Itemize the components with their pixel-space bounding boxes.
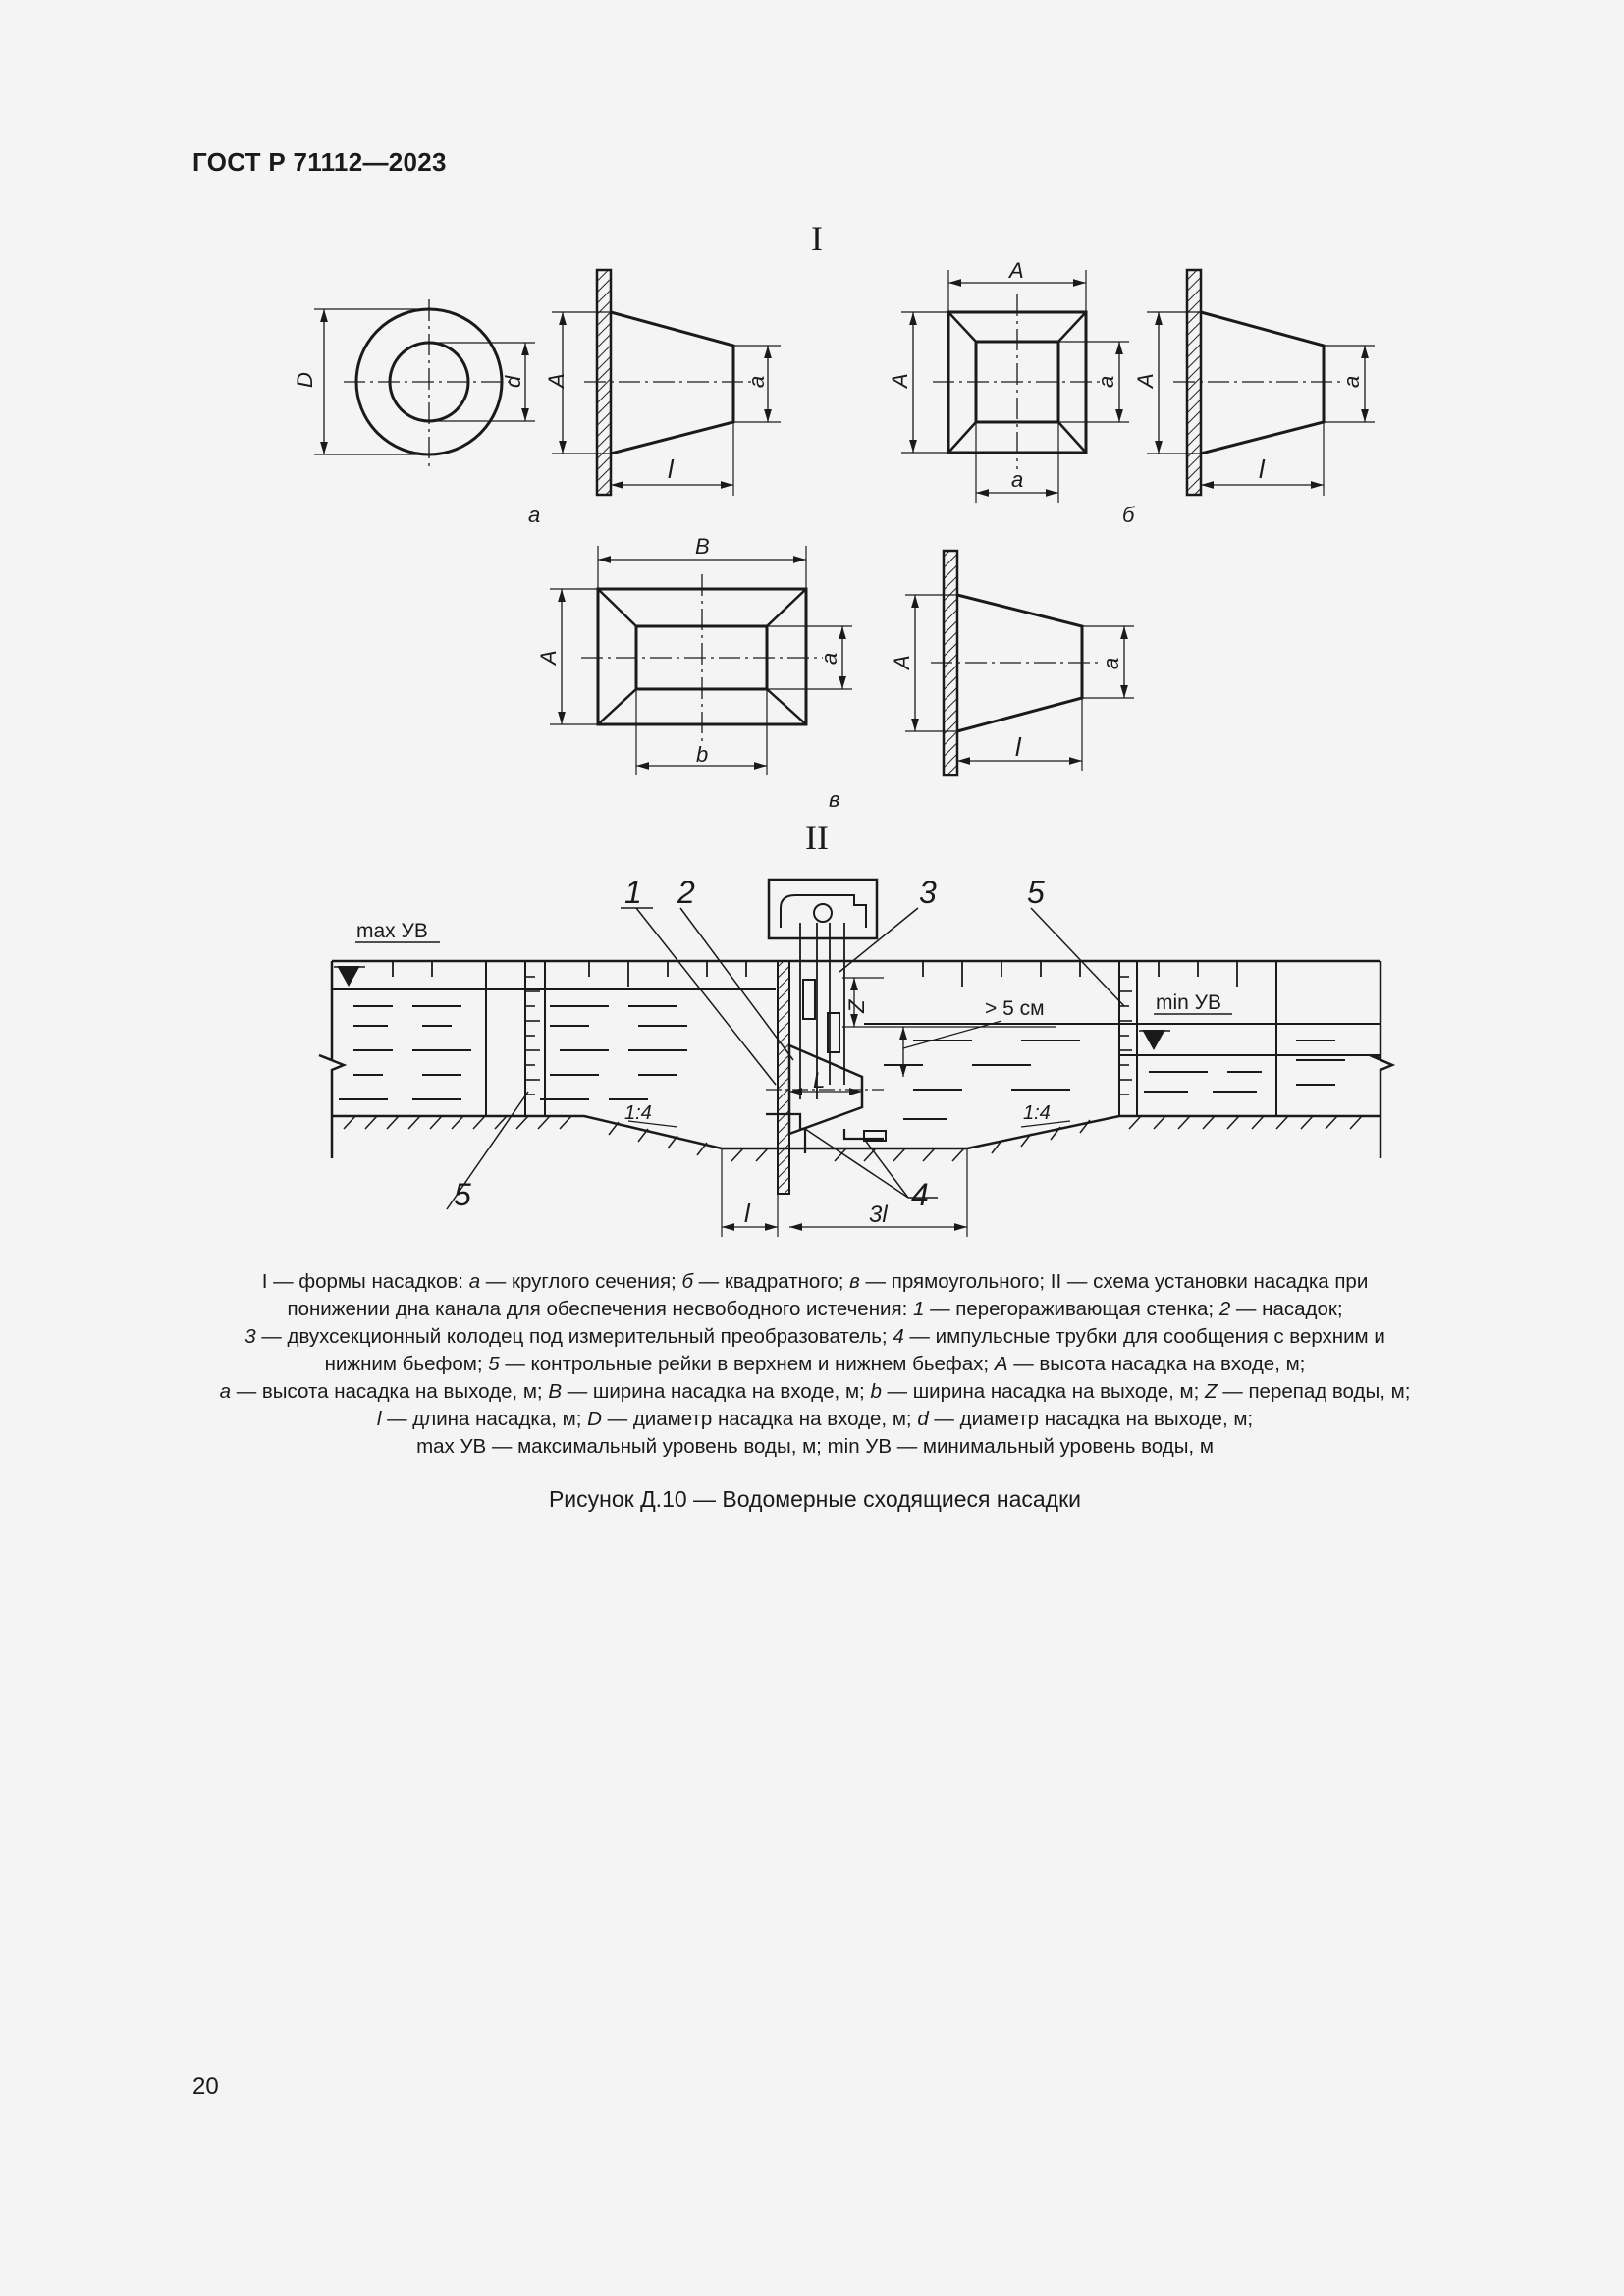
callout-3: 3 [919,875,937,910]
callout-1: 1 [624,875,642,910]
label-a-b-side: a [1339,375,1364,388]
page-number: 20 [192,2073,219,2100]
callout-4: 4 [911,1177,929,1212]
label-L: L [813,1068,826,1093]
callout-2: 2 [677,875,695,910]
figure-legend: I — формы насадков: а — круглого сечения; б — квадратного; в — прямоугольного; II — схема установки насадка при понижении дна канала для обеспечения несвободного истечения: 1 — перегораживающая стенка; 2 — насадок; 3 — двухсекционный колодец под измерительный преобразователь; 4 — импульсные трубки для сообщения с верхним и нижним бьефом; 5 — контрольные рейки в верхнем и нижнем бьефах; A — высота насадка на входе, м; a — высота насадка на выходе, м; B — ширина насадка на входе, м; b — ширина насадка на выходе, м; Z — перепад воды, м; l — длина насадка, м; D — диаметр насадка на входе, м; d — диаметр насадка на выходе, м; max УВ — максимальный уровень воды, м; min УВ — минимальный уровень воды, м [219,1270,1411,1458]
rectangular-nozzle-front-view [550,546,852,775]
label-3l: 3l [869,1201,888,1228]
part-two-label: II [805,818,829,857]
figure-caption: Рисунок Д.10 — Водомерные сходящиеся насадки [548,1486,1082,1512]
label-b-small: b [696,742,709,767]
label-A-a: A [544,373,568,388]
label-B: B [695,534,710,559]
label-Z: Z [844,999,869,1013]
min-level-label: min УВ [1156,991,1222,1014]
label-a-b-bottom: a [1011,467,1024,492]
document-code: ГОСТ Р 71112—2023 [192,147,447,177]
label-A-v: A [536,650,561,665]
callout-5-top: 5 [1027,875,1045,910]
label-slope-left: 1:4 [624,1102,652,1124]
label-A-b-left: A [888,373,912,388]
callout-5-bottom: 5 [454,1177,471,1212]
subfigure-b-label: б [1122,503,1135,527]
label-a-v-side: a [1099,657,1123,669]
max-level-label: max УВ [356,920,428,942]
label-A-v-side: A [890,655,914,669]
label-l-v: l [1015,732,1021,762]
subfigure-a-label: а [528,503,541,527]
installation-scheme [319,880,1392,1237]
label-l-b: l [1259,454,1265,484]
label-slope-right: 1:4 [1023,1102,1051,1124]
label-D: D [293,372,317,388]
label-a-a: a [744,375,769,388]
label-a-v: a [817,652,841,665]
gap-note-label: > 5 см [985,997,1045,1020]
label-A-b-top: A [1009,258,1024,283]
label-A-b-side: A [1133,373,1158,388]
subfigure-v-label: в [829,787,840,812]
label-l-a: l [668,454,674,484]
part-one-label: I [811,219,823,258]
label-a-b-right: a [1094,375,1118,388]
label-l-scheme: l [744,1199,750,1228]
label-d: d [501,375,525,388]
